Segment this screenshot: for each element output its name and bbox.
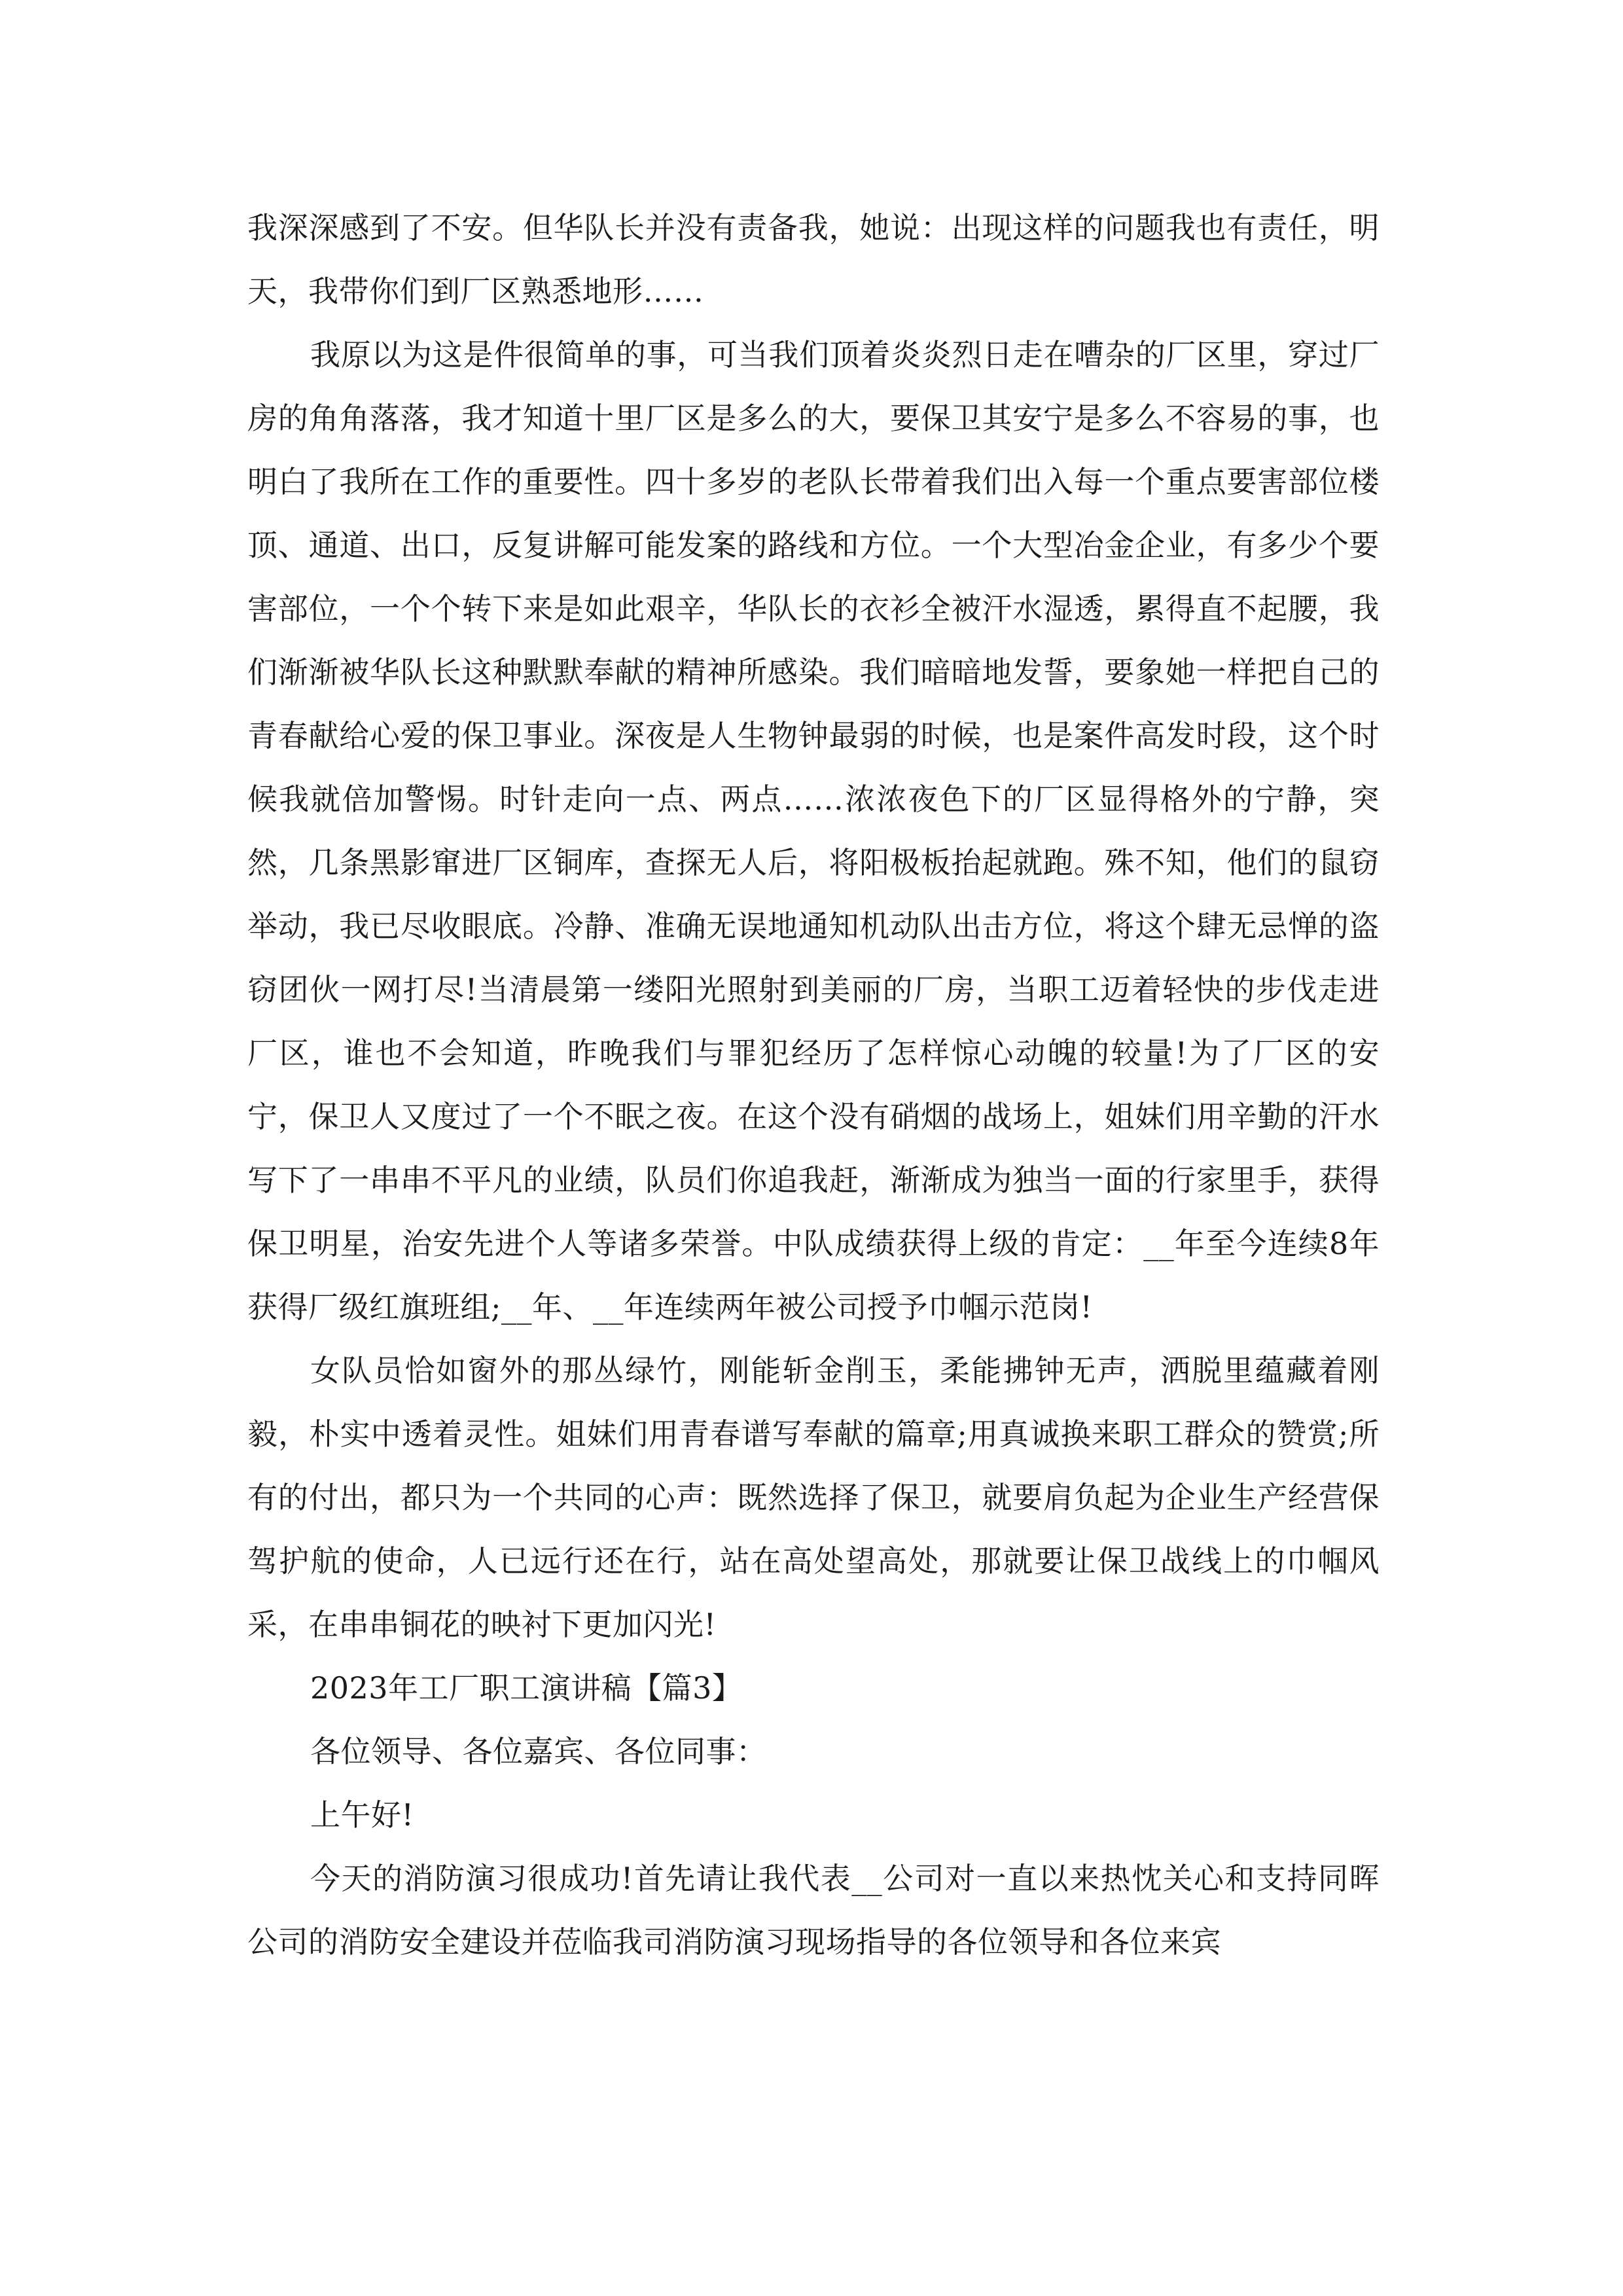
greeting: 上午好! (310, 1797, 414, 1833)
paragraph-security-story: 我原以为这是件很简单的事，可当我们顶着炎炎烈日走在嘈杂的厂区里，穿过厂房的角角落落，我才知道十里厂区是多么的大，要保卫其安宁是多么不容易的事，也明白了我所在工作的重要性。四十多岁的老队长带着我们出入每一个重点要害部位楼顶、通道、出口，反复讲解可能发案的路线和方位。一个大型冶金企业，有多少个要害部位，一个个转下来是如此艰辛，华队长的衣衫全被汗水湿透，累得直不起腰，我们渐渐被华队长这种默默奉献的精神所感染。我们暗暗地发誓，要象她一样把自己的青春献给心爱的保卫事业。深夜是人生物钟最弱的时候，也是案件高发时段，这个时候我就倍加警惕。时针走向一点、两点……浓浓夜色下的厂区显得格外的宁静，突然，几条黑影窜进厂区铜库，查探无人后，将阳极板抬起就跑。殊不知，他们的鼠窃举动，我已尽收眼底。冷静、准确无误地通知机动队出击方位，将这个肆无忌惮的盗窃团伙一网打尽!当清晨第一缕阳光照射到美丽的厂房，当职工迈着轻快的步伐走进厂区，谁也不会知道，昨晚我们与罪犯经历了怎样惊心动魄的较量!为了厂区的安宁，保卫人又度过了一个不眠之夜。在这个没有硝烟的战场上，姐妹们用辛勤的汗水写下了一串串不平凡的业绩，队员们你追我赶，渐渐成为独当一面的行家里手，获得保卫明星，治安先进个人等诸多荣誉。中队成绩获得上级的肯定：__年至今连续8年获得厂级红旗班组;__年、__年连续两年被公司授予巾帼示范岗! (247, 337, 1380, 1325)
document-body (247, 196, 1380, 1974)
salutation: 各位领导、各位嘉宾、各位同事： (310, 1734, 767, 1769)
section-heading: 2023年工厂职工演讲稿【篇3】 (310, 1670, 743, 1706)
paragraph-continuation: 我深深感到了不安。但华队长并没有责备我，她说：出现这样的问题我也有责任，明天，我带你们到厂区熟悉地形…… (247, 210, 1380, 309)
paragraph-fire-drill: 今天的消防演习很成功!首先请让我代表__公司对一直以来热忱关心和支持同晖公司的消防安全建设并莅临我司消防演习现场指导的各位领导和各位来宾 (247, 1861, 1380, 1960)
paragraph-female-guards: 女队员恰如窗外的那丛绿竹，刚能斩金削玉，柔能拂钟无声，洒脱里蕴藏着刚毅，朴实中透着灵性。姐妹们用青春谱写奉献的篇章;用真诚换来职工群众的赞赏;所有的付出，都只为一个共同的心声：既然选择了保卫，就要肩负起为企业生产经营保驾护航的使命，人已远行还在行，站在高处望高处，那就要让保卫战线上的巾帼风采，在串串铜花的映衬下更加闪光! (247, 1353, 1380, 1642)
